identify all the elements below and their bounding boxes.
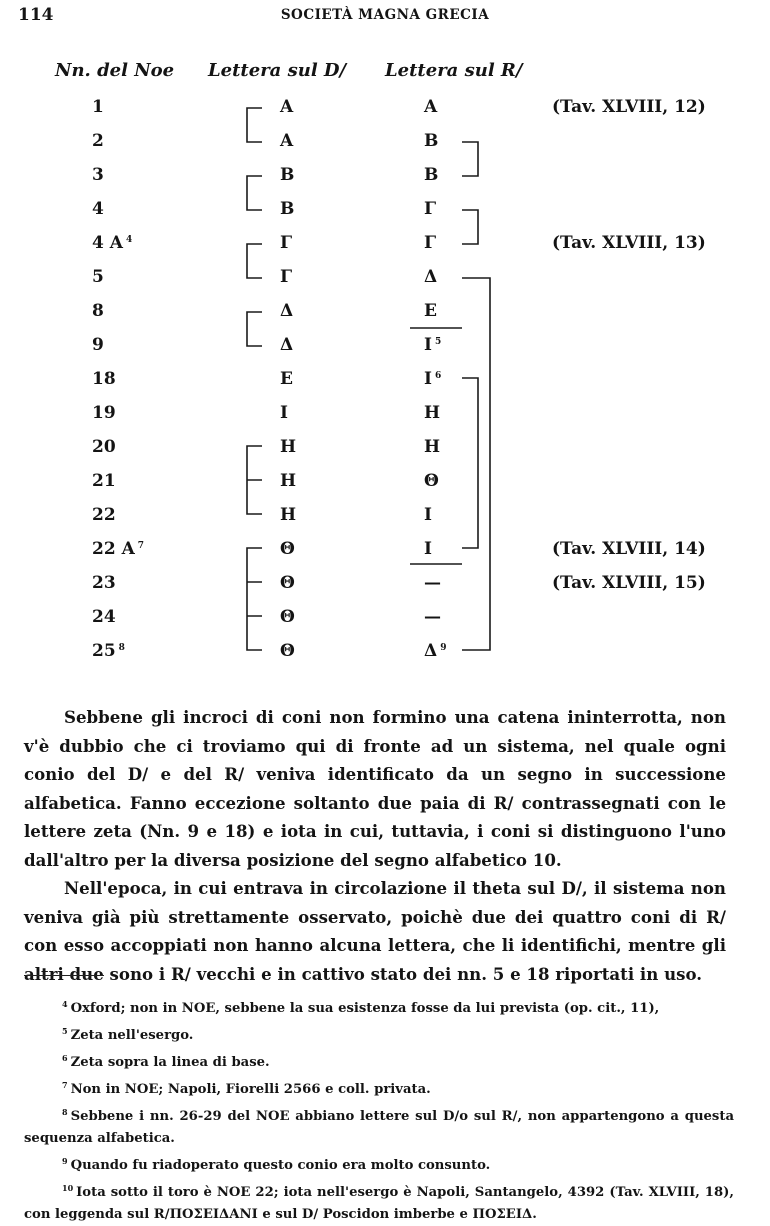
obverse-letter: A	[280, 97, 294, 117]
reverse-letter: E	[424, 301, 437, 321]
reverse-letter: B	[424, 165, 439, 185]
reverse-letter: Γ	[424, 233, 437, 253]
reverse-letter: Γ	[424, 199, 437, 219]
footnote	[24, 1047, 734, 1074]
noe-number: 21	[92, 471, 116, 491]
obverse-letter: Δ	[280, 335, 294, 355]
obverse-letter: Θ	[280, 573, 295, 593]
footnote	[24, 1074, 734, 1101]
reverse-letter: B	[424, 131, 439, 151]
paragraph-2: Nell'epoca, in cui entrava in circolazione il theta sul D/, il sistema non veniva già più strettamente osservato, poichè due dei quattro coni di R/ con esso accoppiati non hanno alcuna lettera, che li identifichi, mentre gli altri due sono i R/ vecchi e in cattivo stato dei nn. 5 e 18 riportati in uso.	[24, 878, 726, 984]
noe-number: 24	[92, 607, 116, 627]
reverse-letter: —	[424, 607, 441, 627]
noe-number: 25 $^8$	[92, 641, 125, 661]
footnote-text: Quando fu riadoperato questo conio era molto consunto.	[70, 1158, 491, 1173]
plate-reference: (Tav. XLVIII, 12)	[552, 97, 706, 117]
footnote-number: 9	[62, 1156, 68, 1166]
footnote-text: Oxford; non in NOE, sebbene la sua esistenza fosse da lui prevista (op. cit., 11),	[70, 1001, 660, 1016]
plate-reference: (Tav. XLVIII, 15)	[552, 573, 706, 593]
column-header-obverse: Lettera sul D/	[208, 60, 347, 81]
noe-number: 5	[92, 267, 104, 287]
footnote-number: 10	[62, 1183, 74, 1193]
noe-number: 9	[92, 335, 104, 355]
footnote-number: 6	[62, 1053, 68, 1063]
reverse-letter: Δ	[424, 267, 438, 287]
reverse-letter: A	[424, 97, 438, 117]
obverse-letter: Θ	[280, 539, 295, 559]
reverse-letter: H	[424, 403, 441, 423]
noe-number: 4 A $^4$	[92, 233, 133, 253]
footnote-number: 8	[62, 1107, 68, 1117]
footnote-text: Non in NOE; Napoli, Fiorelli 2566 e coll. privata.	[70, 1082, 431, 1097]
obverse-letter: Γ	[280, 267, 293, 287]
column-header-noe: Nn. del Noe	[55, 60, 175, 81]
obverse-letter: H	[280, 505, 297, 525]
noe-number: 20	[92, 437, 116, 457]
footnote-text: Iota sotto il toro è NOE 22; iota nell'esergo è Napoli, Santangelo, 4392 (Tav. XLVIII, 18), con leggenda sul R/ΠΟΣΕΙΔΑΝΙ e sul D/ Poscidon imberbe e ΠΟΣΕΙΔ.	[24, 1185, 734, 1222]
noe-number: 22	[92, 505, 116, 525]
body-text	[24, 703, 726, 988]
obverse-letter: E	[280, 369, 293, 389]
noe-number: 19	[92, 403, 116, 423]
obverse-letter: Θ	[280, 641, 295, 661]
reverse-letter: I	[424, 505, 432, 525]
footnote	[24, 1177, 734, 1226]
noe-number: 2	[92, 131, 104, 151]
reverse-letter: H	[424, 437, 441, 457]
footnote-number: 5	[62, 1026, 68, 1036]
noe-number: 3	[92, 165, 104, 185]
reverse-letter: —	[424, 573, 441, 593]
obverse-letter: B	[280, 199, 295, 219]
obverse-letter: H	[280, 471, 297, 491]
noe-number: 23	[92, 573, 116, 593]
obverse-letter: B	[280, 165, 295, 185]
reverse-letter: I	[424, 539, 432, 559]
reverse-letter: I $^6$	[424, 369, 442, 389]
footnote-rule	[24, 975, 104, 976]
obverse-letter: I	[280, 403, 288, 423]
footnotes	[24, 993, 734, 1226]
column-header-reverse: Lettera sul R/	[385, 60, 523, 81]
page-number: 114	[18, 5, 54, 25]
footnote-text: Sebbene i nn. 26-29 del NOE abbiano lettere sul D/o sul R/, non appartengono a questa sequenza alfabetica.	[24, 1109, 734, 1146]
footnote	[24, 1150, 734, 1177]
reverse-letter: Δ $^9$	[424, 641, 447, 661]
noe-number: 18	[92, 369, 116, 389]
noe-number: 22 A $^7$	[92, 539, 145, 559]
noe-number: 4	[92, 199, 104, 219]
reverse-letter: I $^5$	[424, 335, 442, 355]
obverse-letter: Θ	[280, 607, 295, 627]
footnote	[24, 993, 734, 1020]
footnote-number: 7	[62, 1080, 68, 1090]
plate-reference: (Tav. XLVIII, 13)	[552, 233, 706, 253]
obverse-letter: H	[280, 437, 297, 457]
noe-number: 8	[92, 301, 104, 321]
footnote	[24, 1101, 734, 1150]
reverse-letter: Θ	[424, 471, 439, 491]
footnote-text: Zeta nell'esergo.	[70, 1028, 194, 1043]
noe-number: 1	[92, 97, 104, 117]
paragraph-1: Sebbene gli incroci di coni non formino una catena ininterrotta, non v'è dubbio che ci troviamo qui di fronte ad un sistema, nel quale ogni conio del D/ e del R/ veniva identificato da un segno in successione alfabetica. Fanno eccezione soltanto due paia di R/ contrassegnati con le lettere zeta (Nn. 9 e 18) e iota in cui, tuttavia, i coni si distinguono l'uno dall'altro per la diversa posizione del segno alfabetico 10.	[24, 707, 726, 870]
obverse-letter: Γ	[280, 233, 293, 253]
plate-reference: (Tav. XLVIII, 14)	[552, 539, 706, 559]
footnote-text: Zeta sopra la linea di base.	[70, 1055, 270, 1070]
obverse-letter: A	[280, 131, 294, 151]
running-title: SOCIETÀ MAGNA GRECIA	[280, 7, 490, 23]
obverse-letter: Δ	[280, 301, 294, 321]
footnote-number: 4	[62, 999, 68, 1009]
footnote	[24, 1020, 734, 1047]
